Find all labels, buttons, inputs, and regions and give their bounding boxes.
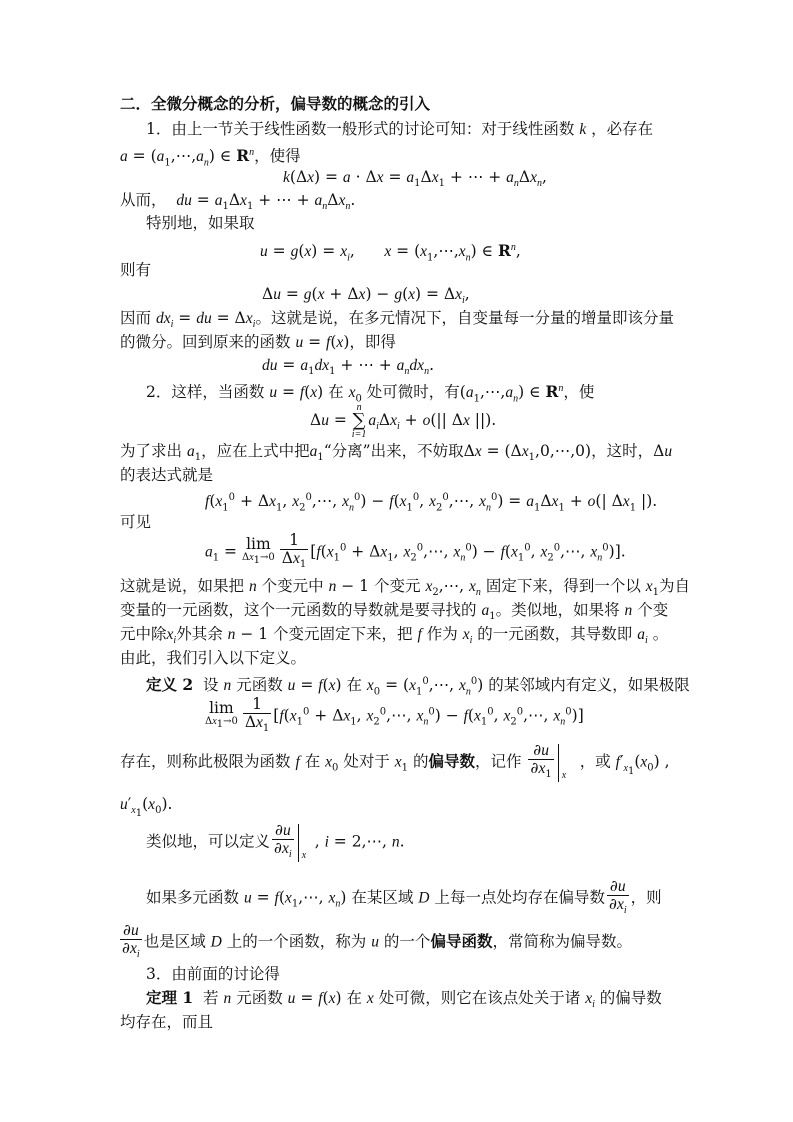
paragraph-line: $a = (a_1,\cdots,a_n)$ ∈ $R^n$，使得 (120, 146, 301, 169)
paragraph-line: 1．由上一节关于线性函数一般形式的讨论可知：对于线性函数 k ，必存在 (146, 120, 654, 138)
paragraph-line: 如果多元函数 $u = f(x_1,\cdots$, $x_n$) 在某区域 D 上每一点处均存在偏导数 $\frac{\partial u}{\partial x_i}$ ，则 (146, 877, 662, 917)
formula: $k(\Delta x) = a \cdot \Delta x = a_1\Delta x_1$ + ⋯ + $a_n\Delta x_n$, (283, 168, 547, 190)
definition-line: 定义 2 设 n 元函数 u = f(x) 在 $x_0$ = ($x_1^0,\cdots$, $x_n^0$) 的某邻域内有定义，如果极限 (146, 675, 690, 698)
paragraph-line: 因而 $dx_i$ = du = $\Delta x_i$。这就是说，在多元情况下，自变量每一分量的增量即该分量 (120, 309, 674, 331)
paragraph-line: 由此，我们引入以下定义。 (120, 649, 307, 667)
paragraph-line: 类似地，可以定义 $\frac{\partial u}{\partial x_i}$ x , i = 2,⋯, n. (146, 821, 405, 861)
formula: lim $\Delta x_1\to 0$ $\frac{1}{\Delta x_1}$ [$f(x_1^0 + \Delta x_1$, $x_2^0,\cdots$, $x_n^0) - f(x_1^0$, $x_2^0,\cdots$, $x_n^0$)] (205, 695, 584, 735)
paragraph-line: 则有 (120, 261, 152, 279)
paragraph-line: 为了求出 $a_1$，应在上式中把$a_1“$分离”出来，不妨取$\Delta x = (\Delta x_1,0,\cdots,0)$，这时，Δu (120, 442, 673, 464)
formula: $u = g(x) = x_i$, $x = (x_1,\cdots,x_n)$ ∈ $R^n$, (260, 241, 521, 264)
paragraph-line: 从而， du = $a_1\Delta x_1$ + ⋯ + $a_n\Delta x_n$. (120, 191, 356, 213)
paragraph-line: 存在，则称此极限为函数 f 在 $x_0$ 处对于 $x_1$ 的偏导数，记作 $\frac{\partial u}{\partial x_1}$ x ，或 $f'_{x_1}(x_0)$ , (120, 741, 670, 781)
paragraph-line: 3．由前面的讨论得 (146, 965, 280, 983)
paragraph-line: $u'_{x_1}(x_0)$. (120, 795, 173, 820)
formula: Δu = n ∑ i=1 $a_i\Delta x_i + o(||$ Δx ||). (310, 402, 497, 440)
paragraph-line: 2．这样，当函数 u = f(x) 在 $x_0$ 处可微时，有$(a_1,\cdots,a_n)$ ∈ $R^n$，使 (146, 382, 595, 405)
paragraph-line: 这就是说，如果把 n 个变元中 n − 1 个变元 $x_2,\cdots$, $x_n$ 固定下来，得到一个以 $x_1$为自 (120, 577, 691, 599)
paragraph-line: 变量的一元函数，这个一元函数的导数就是要寻找的 $a_1$。类似地，如果将 n 个变 (120, 601, 669, 623)
paragraph-line: 均存在，而且 (120, 1013, 214, 1031)
formula: du = $a_1dx_1$ + ⋯ + $a_ndx_n$. (262, 356, 434, 378)
paragraph-line: 的微分。回到原来的函数 u = f(x)，即得 (120, 333, 396, 351)
paragraph-line: $\frac{\partial u}{\partial x_i}$ 也是区域 D 上的一个函数，称为 u 的一个偏导函数，常简称为偏导数。 (122, 921, 632, 961)
paragraph-line: 可见 (120, 513, 152, 531)
paragraph-line: 的表达式就是 (120, 466, 214, 484)
formula: $\Delta u = g(x + \Delta x) - g(x) = \Delta x_i$, (262, 285, 470, 307)
paragraph-line: 元中除$x_i$外其余 n − 1 个变元固定下来，把 f 作为 $x_i$ 的一元函数，其导数即 $a_i$ 。 (120, 625, 669, 647)
formula: $a_1$ = lim $\Delta x_1\to 0$ $\frac{1}{\Delta x_1}$ [$f(x_1^0 + \Delta x_1$, $x_2^0,\cdots$, $x_n^0) - f(x_1^0$, $x_2^0,\cdots$, $x_n^0$)]. (205, 531, 626, 571)
formula: $f(x_1^0 + \Delta x_1$, $x_2^0,\cdots$, $x_n^0) - f(x_1^0$, $x_2^0,\cdots$, $x_n^0) = a_1\Delta x_1 + o(|$ $\Delta x_1$ |). (205, 492, 658, 514)
theorem-line: 定理 1 若 n 元函数 u = f(x) 在 x 处可微，则它在该点处关于诸 $x_i$ 的偏导数 (146, 988, 662, 1011)
paragraph-line: 特别地，如果取 (146, 214, 255, 232)
section-title: 二．全微分概念的分析，偏导数的概念的引入 (120, 94, 431, 113)
